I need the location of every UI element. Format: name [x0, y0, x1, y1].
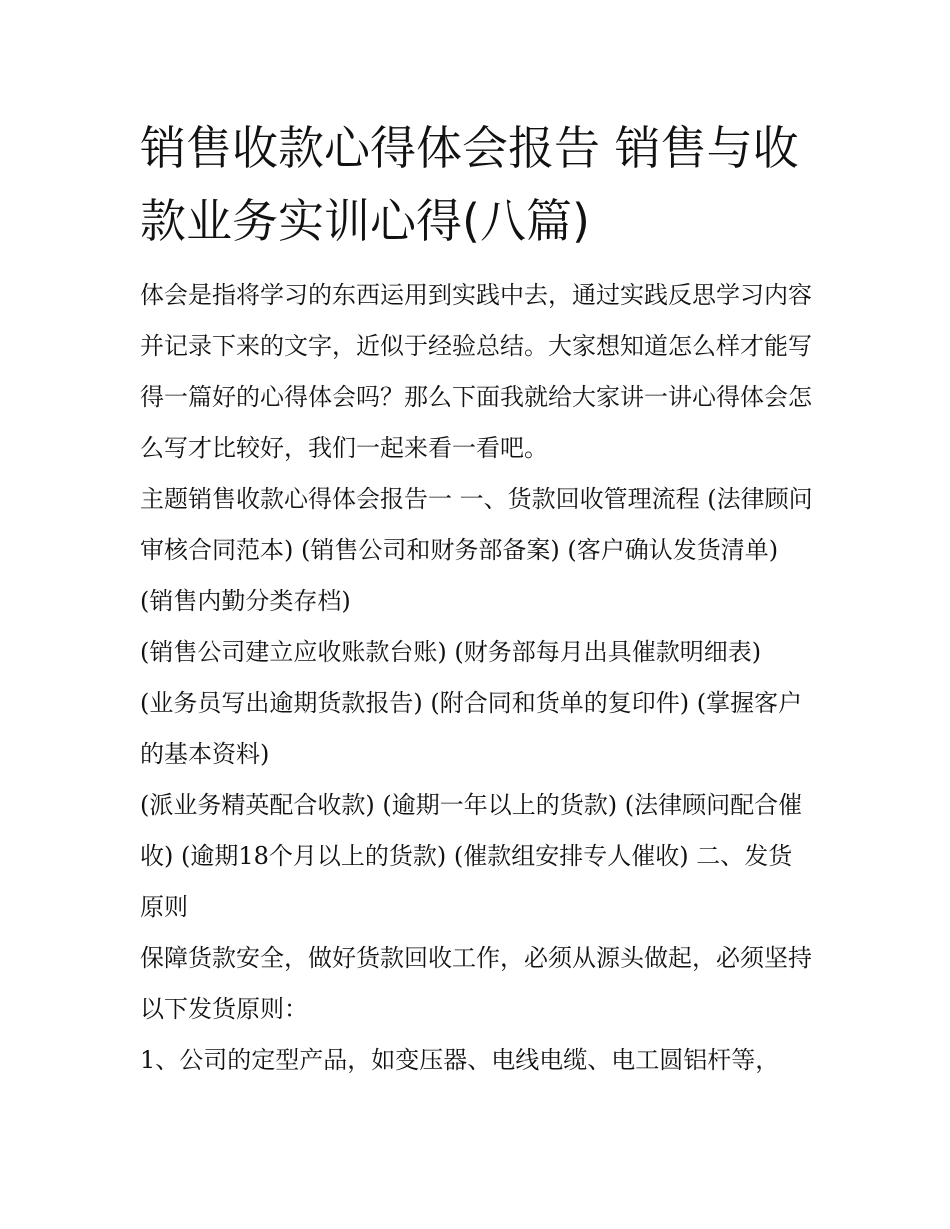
document-title: 销售收款心得体会报告 销售与收款业务实训心得(八篇) [140, 121, 799, 248]
paragraph-collection: (派业务精英配合收款) (逾期一年以上的货款) (法律顾问配合催收) (逾期18个月以上的货款) (催款组安排专人催收) 二、发货原则 [140, 791, 803, 921]
document-body [140, 112, 815, 1086]
intro-paragraph: 体会是指将学习的东西运用到实践中去，通过实践反思学习内容并记录下来的文字，近似于经验总结。大家想知道怎么样才能写得一篇好的心得体会吗？那么下面我就给大家讲一讲心得体会怎么写才比较好，我们一起来看一看吧。 [140, 281, 812, 462]
paragraph-shipping-principles: 保障货款安全，做好货款回收工作，必须从源头做起，必须坚持以下发货原则： [140, 944, 812, 1023]
paragraph-topic-flow: 主题销售收款心得体会报告一 一、货款回收管理流程 (法律顾问审核合同范本) (销售公司和财务部备案) (客户确认发货清单) (销售内勤分类存档) [140, 485, 813, 615]
paragraph-item-1: 1、公司的定型产品，如变压器、电线电缆、电工圆铝杆等， [140, 1046, 780, 1074]
paragraph-overdue-report: (业务员写出逾期货款报告) (附合同和货单的复印件) (掌握客户的基本资料) [140, 689, 803, 768]
paragraph-ledger: (销售公司建立应收账款台账) (财务部每月出具催款明细表) [140, 638, 762, 666]
